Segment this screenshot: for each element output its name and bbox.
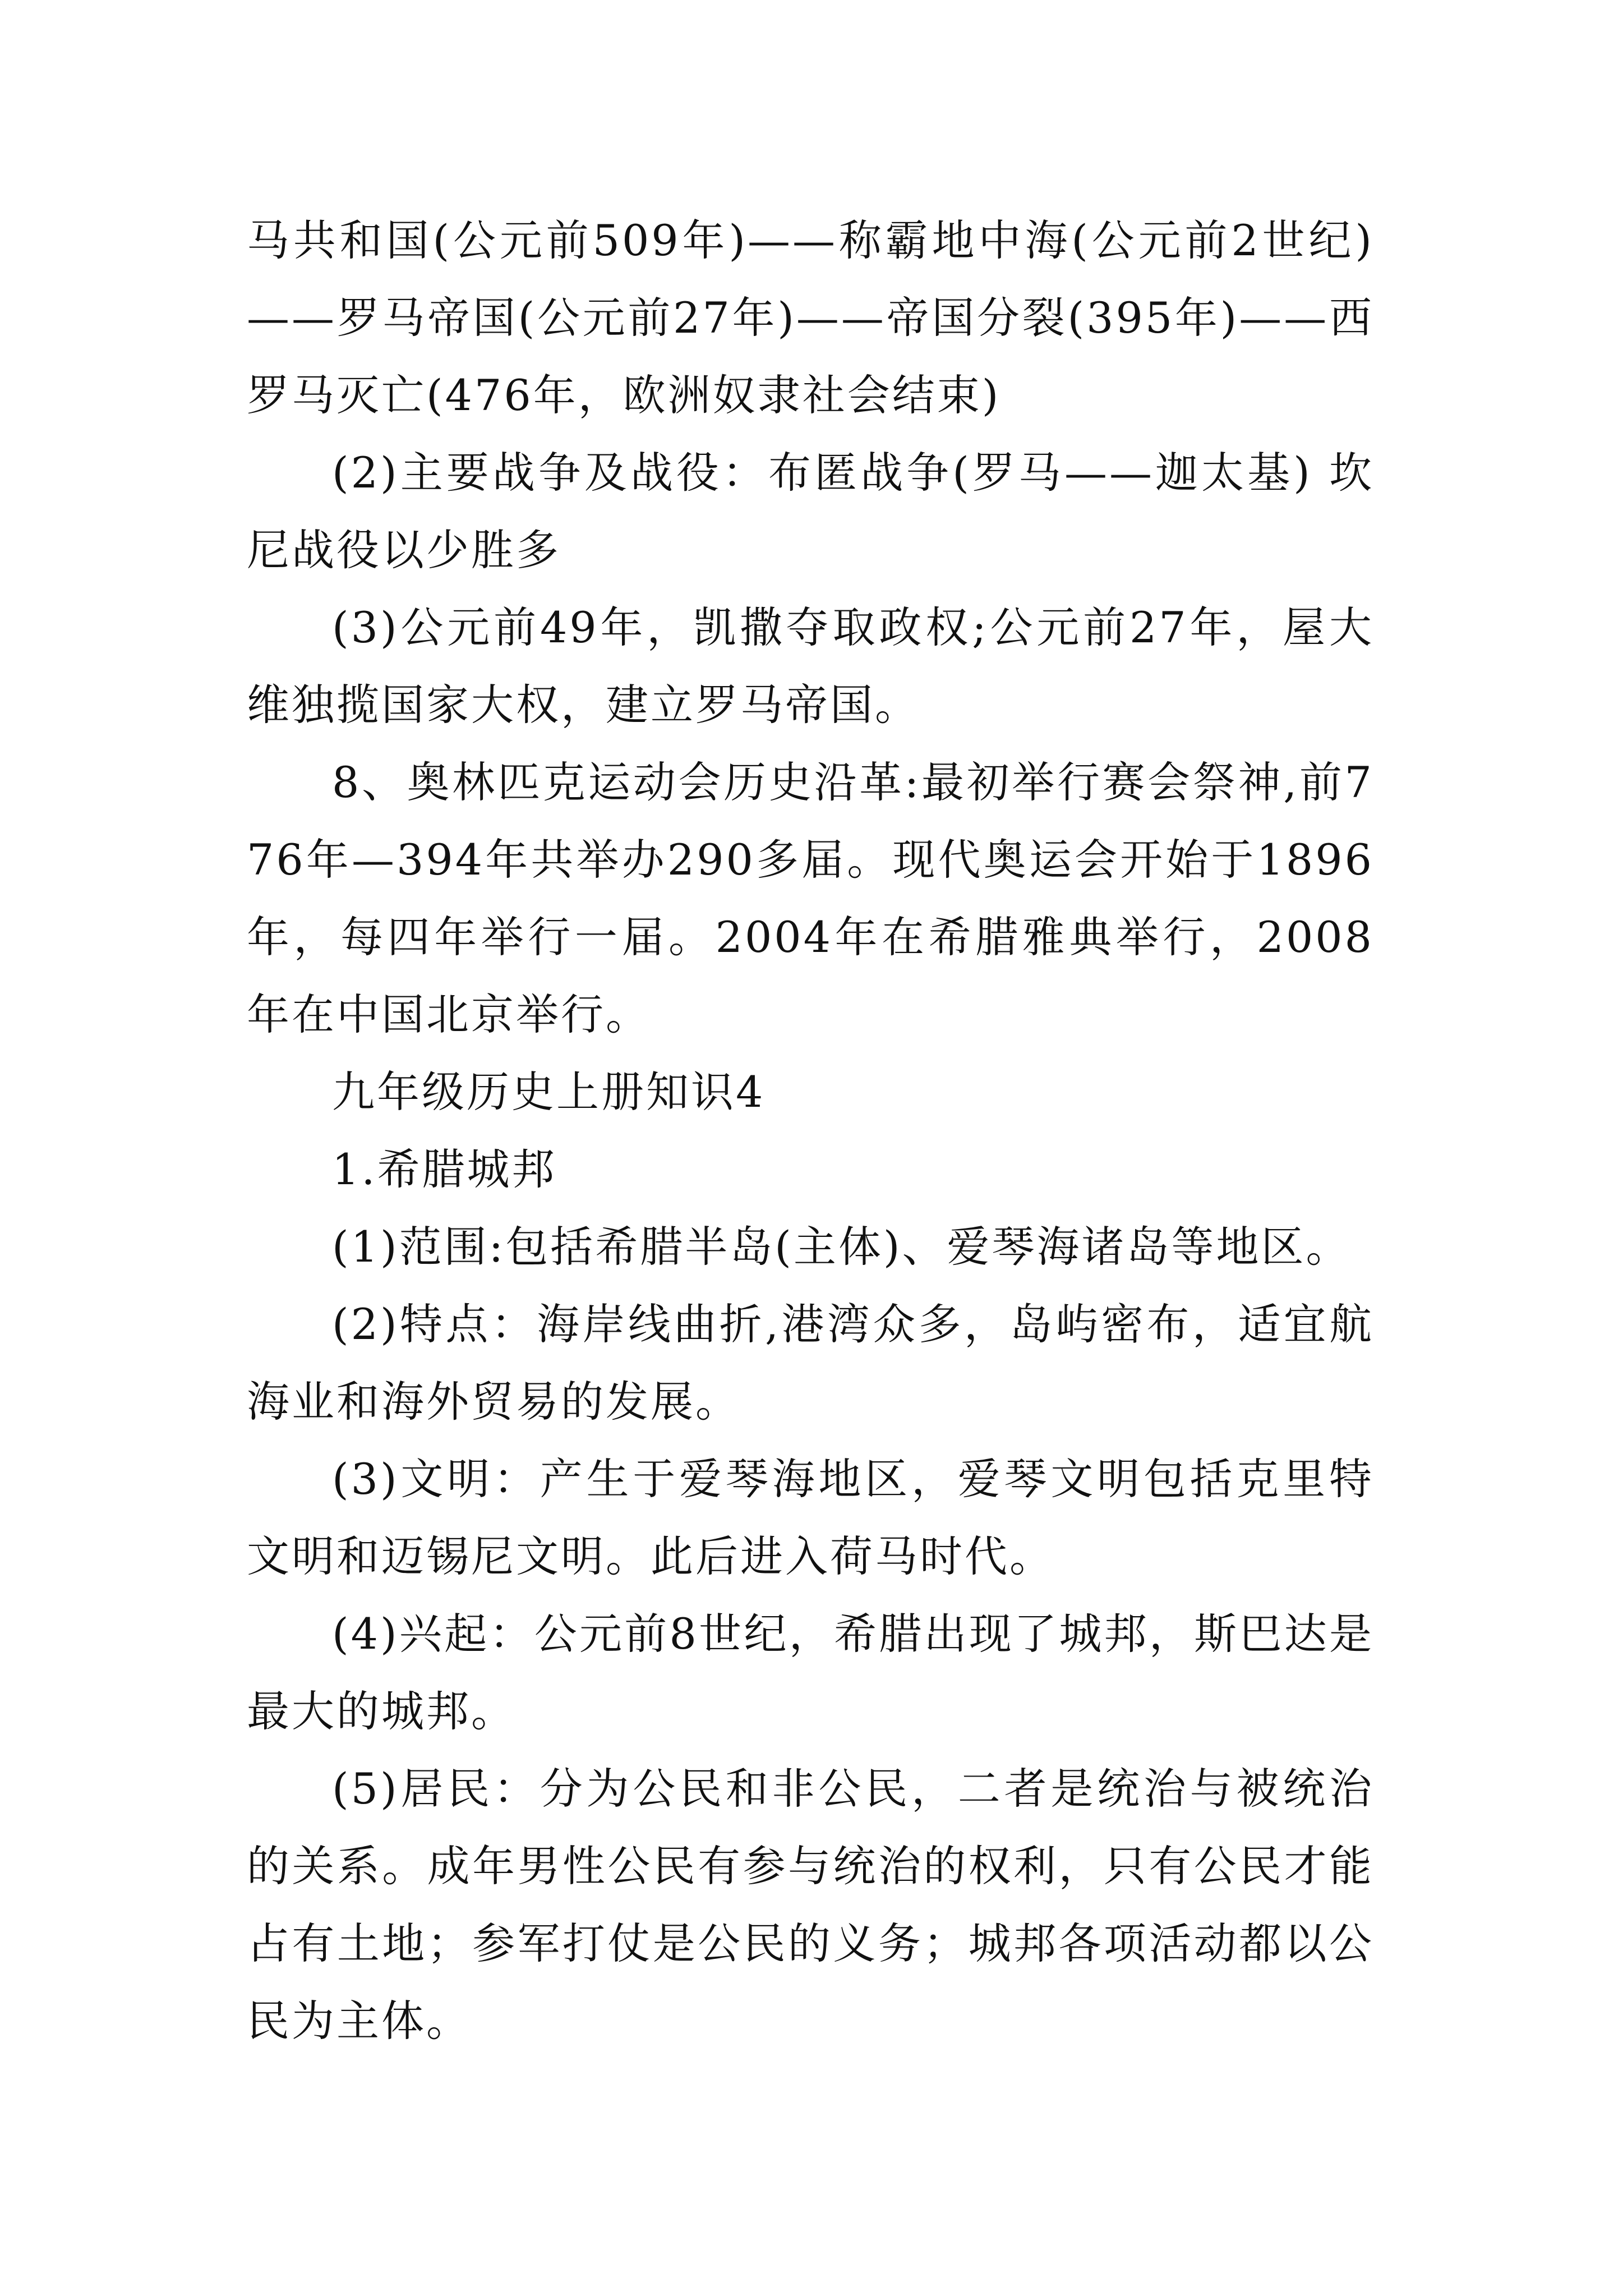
paragraph-features: (2)特点：海岸线曲折,港湾众多，岛屿密布，适宜航海业和海外贸易的发展。 [247,1299,1374,1427]
paragraph-roman-empire-founding: (3)公元前49年，凯撒夺取政权;公元前27年，屋大维独揽国家大权，建立罗马帝国。 [247,602,1374,730]
paragraph-residents: (5)居民：分为公民和非公民，二者是统治与被统治的关系。成年男性公民有参与统治的权利，只有公民才能占有土地；参军打仗是公民的义务；城邦各项活动都以公民为主体。 [247,1764,1374,2046]
paragraph-civilization: (3)文明：产生于爱琴海地区，爱琴文明包括克里特文明和迈锡尼文明。此后进入荷马时代。 [247,1454,1374,1581]
paragraph-roman-timeline: 马共和国(公元前509年)——称霸地中海(公元前2世纪)——罗马帝国(公元前27年)——帝国分裂(395年)——西罗马灭亡(476年，欧洲奴隶社会结束) [247,215,1374,420]
paragraph-rise: (4)兴起：公元前8世纪，希腊出现了城邦，斯巴达是最大的城邦。 [247,1609,1374,1736]
subheading-greek-city-states: 1.希腊城邦 [332,1144,557,1194]
paragraph-roman-wars: (2)主要战争及战役：布匿战争(罗马——迦太基) 坎尼战役以少胜多 [247,448,1374,575]
section-heading: 九年级历史上册知识4 [332,1067,766,1117]
document-body [247,202,1374,2060]
paragraph-olympics: 8、奥林匹克运动会历史沿革:最初举行赛会祭神,前776年—394年共举办290多届。现代奥运会开始于1896年，每四年举行一届。2004年在希腊雅典举行，2008年在中国北京举行。 [247,757,1374,1039]
paragraph-scope: (1)范围:包括希腊半岛(主体)、爱琴海诸岛等地区。 [332,1222,1351,1272]
